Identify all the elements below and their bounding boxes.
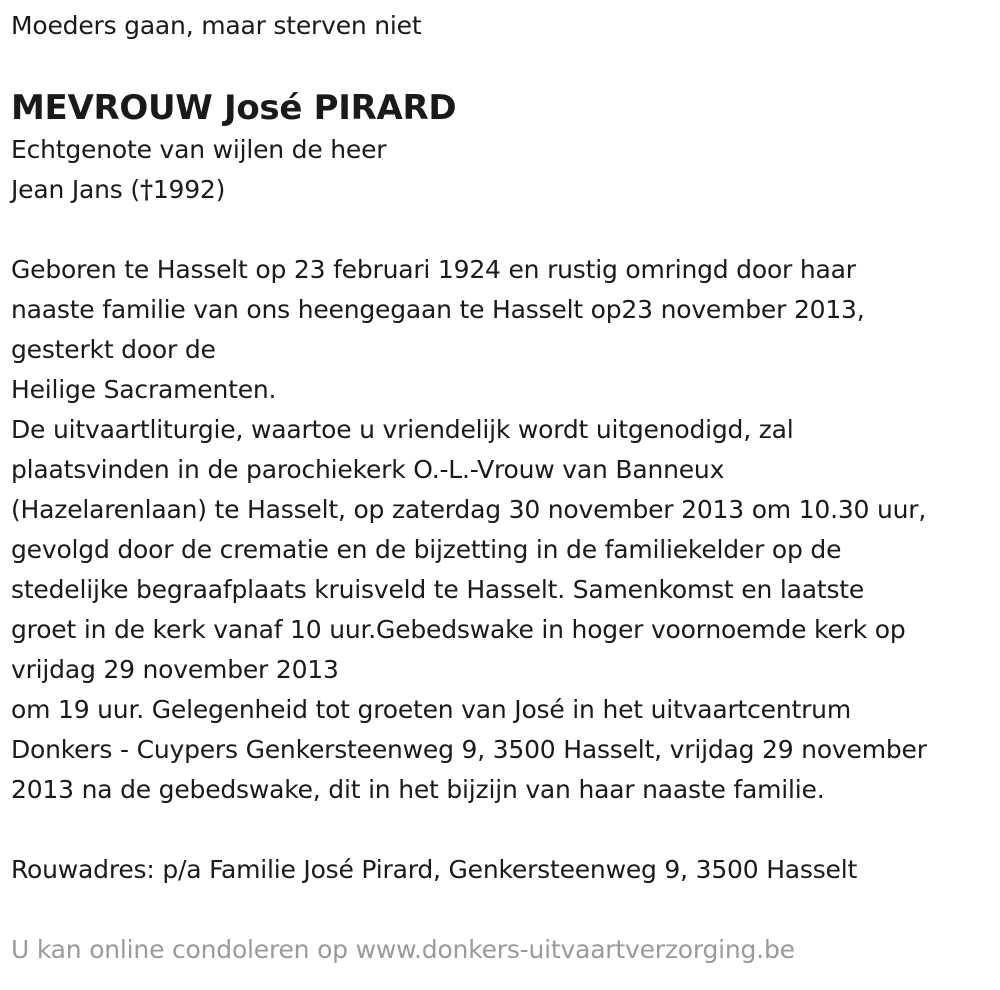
- body-line: stedelijke begraafplaats kruisveld te Hasselt. Samenkomst en laatste: [11, 575, 865, 604]
- body-line: plaatsvinden in de parochiekerk O.-L.-Vrouw van Banneux: [11, 455, 725, 484]
- body-line: Donkers - Cuypers Genkersteenweg 9, 3500 Hasselt, vrijdag 29 november: [11, 735, 927, 764]
- body-line: 2013 na de gebedswake, dit in het bijzijn van haar naaste familie.: [11, 775, 825, 804]
- online-condolence-note: U kan online condoleren op www.donkers-uitvaartverzorging.be: [11, 935, 795, 964]
- spacer: [11, 210, 1000, 250]
- spouse-death-year: 1992): [152, 175, 226, 204]
- mourning-address: Rouwadres: p/a Familie José Pirard, Genkersteenweg 9, 3500 Hasselt: [11, 855, 858, 884]
- spacer: [11, 810, 1000, 850]
- spouse-name-line: [11, 170, 1000, 210]
- deceased-name: MEVROUW José PIRARD: [11, 88, 457, 128]
- body-line: om 19 uur. Gelegenheid tot groeten van José in het uitvaartcentrum: [11, 695, 851, 724]
- cross-icon: †: [139, 175, 153, 204]
- body-line: (Hazelarenlaan) te Hasselt, op zaterdag 30 november 2013 om 10.30 uur,: [11, 495, 927, 524]
- body-line: gesterkt door de: [11, 335, 216, 364]
- spacer: [11, 890, 1000, 930]
- body-line: naaste familie van ons heengegaan te Hasselt op23 november 2013,: [11, 295, 865, 324]
- body-line: gevolgd door de crematie en de bijzetting in de familiekelder op de: [11, 535, 842, 564]
- spouse-name: Jean Jans (: [11, 175, 140, 204]
- obituary-body: [11, 250, 1000, 810]
- body-line: Heilige Sacramenten.: [11, 375, 277, 404]
- body-line: De uitvaartliturgie, waartoe u vriendelijk wordt uitgenodigd, zal: [11, 415, 794, 444]
- body-line: vrijdag 29 november 2013: [11, 655, 339, 684]
- body-line: groet in de kerk vanaf 10 uur.Gebedswake in hoger voornoemde kerk op: [11, 615, 906, 644]
- spouse-line: Echtgenote van wijlen de heer: [11, 135, 387, 164]
- body-line: Geboren te Hasselt op 23 februari 1924 en rustig omringd door haar: [11, 255, 856, 284]
- motto: Moeders gaan, maar sterven niet: [11, 11, 422, 40]
